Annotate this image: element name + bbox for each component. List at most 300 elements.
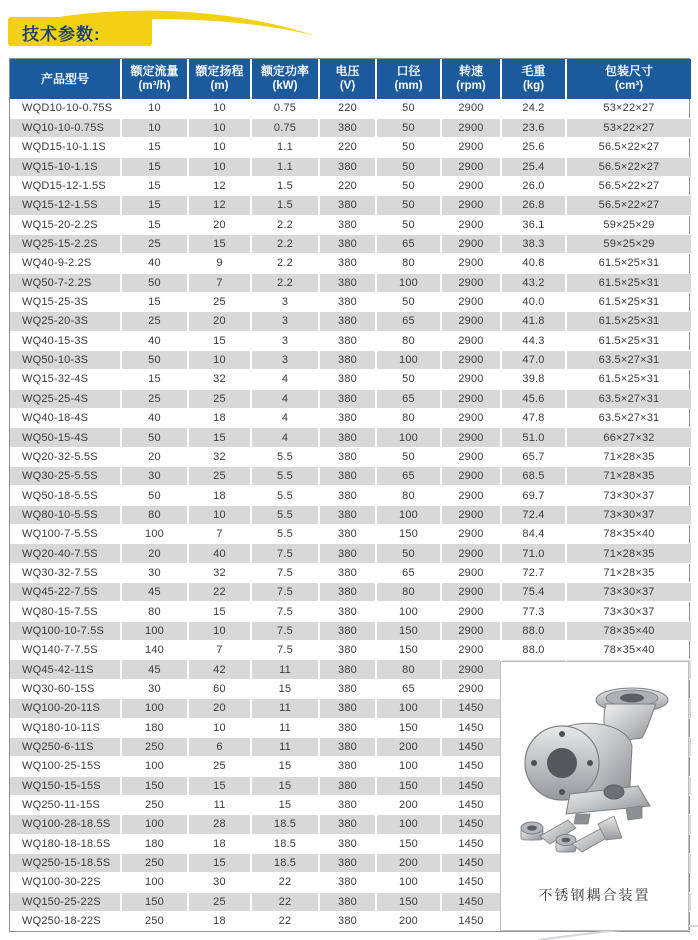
cell-diameter: 80 [376, 331, 441, 350]
cell-package: 56.5×22×27 [566, 176, 691, 195]
cell-speed: 2900 [441, 350, 501, 369]
cell-speed: 2900 [441, 138, 501, 157]
cell-model: WQ25-15-2.2S [10, 234, 121, 253]
cell-flow: 250 [121, 911, 188, 930]
cell-model: WQ150-25-22S [10, 892, 121, 911]
cell-flow: 15 [121, 157, 188, 176]
cell-head: 18 [188, 834, 251, 853]
cell-power: 1.5 [251, 176, 319, 195]
cell-weight: 45.6 [501, 389, 566, 408]
cell-model: WQ100-30-22S [10, 873, 121, 892]
cell-diameter: 80 [376, 660, 441, 679]
cell-flow: 10 [121, 118, 188, 137]
cell-flow: 80 [121, 602, 188, 621]
cell-head: 15 [188, 234, 251, 253]
cell-weight: 77.3 [501, 602, 566, 621]
cell-speed: 2900 [441, 273, 501, 292]
cell-weight: 25.6 [501, 138, 566, 157]
cell-diameter: 150 [376, 892, 441, 911]
cell-head: 20 [188, 312, 251, 331]
cell-package: 53×22×27 [566, 99, 691, 118]
table-row [10, 312, 691, 331]
cell-power: 15 [251, 757, 319, 776]
cell-head: 7 [188, 273, 251, 292]
cell-head: 32 [188, 563, 251, 582]
cell-flow: 15 [121, 370, 188, 389]
cell-power: 11 [251, 699, 319, 718]
cell-model: WQ50-7-2.2S [10, 273, 121, 292]
cell-diameter: 100 [376, 602, 441, 621]
cell-head: 10 [188, 505, 251, 524]
cell-weight: 88.0 [501, 641, 566, 660]
cell-power: 5.5 [251, 467, 319, 486]
cell-speed: 1450 [441, 699, 501, 718]
cell-speed: 2900 [441, 409, 501, 428]
cell-weight: 71.0 [501, 544, 566, 563]
cell-power: 1.1 [251, 157, 319, 176]
table-row [10, 215, 691, 234]
cell-diameter: 100 [376, 815, 441, 834]
cell-weight: 51.0 [501, 428, 566, 447]
cell-voltage: 380 [319, 757, 376, 776]
cell-power: 22 [251, 911, 319, 930]
cell-voltage: 220 [319, 138, 376, 157]
cell-speed: 1450 [441, 892, 501, 911]
cell-flow: 20 [121, 447, 188, 466]
cell-head: 6 [188, 737, 251, 756]
cell-voltage: 380 [319, 505, 376, 524]
cell-diameter: 100 [376, 757, 441, 776]
cell-package: 71×28×35 [566, 467, 691, 486]
cell-speed: 1450 [441, 873, 501, 892]
cell-head: 10 [188, 350, 251, 369]
cell-head: 18 [188, 911, 251, 930]
table-row [10, 157, 691, 176]
cell-voltage: 380 [319, 679, 376, 698]
cell-weight: 40.8 [501, 254, 566, 273]
pump-photo [510, 668, 680, 883]
cell-diameter: 100 [376, 350, 441, 369]
cell-speed: 2900 [441, 215, 501, 234]
cell-diameter: 65 [376, 563, 441, 582]
cell-diameter: 80 [376, 254, 441, 273]
cell-power: 4 [251, 389, 319, 408]
cell-power: 2.2 [251, 254, 319, 273]
cell-diameter: 65 [376, 679, 441, 698]
table-row [10, 273, 691, 292]
table-row [10, 525, 691, 544]
cell-weight: 69.7 [501, 486, 566, 505]
cell-power: 15 [251, 679, 319, 698]
cell-voltage: 380 [319, 234, 376, 253]
cell-power: 22 [251, 892, 319, 911]
cell-head: 42 [188, 660, 251, 679]
cell-diameter: 100 [376, 873, 441, 892]
cell-flow: 45 [121, 583, 188, 602]
cell-diameter: 50 [376, 176, 441, 195]
cell-voltage: 380 [319, 892, 376, 911]
cell-diameter: 200 [376, 737, 441, 756]
cell-flow: 150 [121, 892, 188, 911]
cell-power: 1.5 [251, 196, 319, 215]
cell-weight: 68.5 [501, 467, 566, 486]
cell-speed: 2900 [441, 292, 501, 311]
cell-voltage: 380 [319, 273, 376, 292]
cell-voltage: 380 [319, 312, 376, 331]
cell-diameter: 50 [376, 447, 441, 466]
cell-flow: 40 [121, 331, 188, 350]
table-row [10, 602, 691, 621]
cell-model: WQ100-20-11S [10, 699, 121, 718]
cell-head: 25 [188, 467, 251, 486]
cell-weight: 40.0 [501, 292, 566, 311]
cell-power: 4 [251, 428, 319, 447]
cell-package: 56.5×22×27 [566, 157, 691, 176]
cell-voltage: 220 [319, 176, 376, 195]
cell-head: 40 [188, 544, 251, 563]
cell-power: 18.5 [251, 853, 319, 872]
cell-model: WQ50-10-3S [10, 350, 121, 369]
cell-voltage: 380 [319, 331, 376, 350]
cell-head: 28 [188, 815, 251, 834]
col-header-power: 额定功率 (kW) [251, 59, 319, 99]
col-header-diameter: 口径 (mm) [376, 59, 441, 99]
cell-speed: 2900 [441, 196, 501, 215]
cell-power: 11 [251, 718, 319, 737]
cell-speed: 2900 [441, 660, 501, 679]
cell-voltage: 380 [319, 196, 376, 215]
cell-model: WQ20-32-5.5S [10, 447, 121, 466]
cell-head: 22 [188, 583, 251, 602]
cell-voltage: 380 [319, 563, 376, 582]
cell-power: 0.75 [251, 118, 319, 137]
cell-head: 25 [188, 389, 251, 408]
cell-model: WQ100-7-5.5S [10, 525, 121, 544]
cell-head: 15 [188, 776, 251, 795]
table-row [10, 409, 691, 428]
table-row [10, 641, 691, 660]
cell-head: 10 [188, 138, 251, 157]
cell-model: WQ30-25-5.5S [10, 467, 121, 486]
cell-flow: 50 [121, 273, 188, 292]
cell-diameter: 80 [376, 583, 441, 602]
cell-power: 7.5 [251, 641, 319, 660]
cell-head: 10 [188, 157, 251, 176]
cell-flow: 40 [121, 409, 188, 428]
cell-diameter: 150 [376, 718, 441, 737]
cell-package: 73×30×37 [566, 505, 691, 524]
cell-package: 56.5×22×27 [566, 196, 691, 215]
cell-head: 25 [188, 757, 251, 776]
table-header-row [10, 59, 691, 99]
cell-model: WQ140-7-7.5S [10, 641, 121, 660]
cell-flow: 10 [121, 99, 188, 118]
cell-flow: 25 [121, 389, 188, 408]
cell-package: 73×30×37 [566, 602, 691, 621]
cell-diameter: 50 [376, 118, 441, 137]
cell-model: WQ45-22-7.5S [10, 583, 121, 602]
cell-diameter: 100 [376, 505, 441, 524]
cell-package: 56.5×22×27 [566, 138, 691, 157]
cell-speed: 1450 [441, 776, 501, 795]
cell-voltage: 380 [319, 389, 376, 408]
cell-diameter: 150 [376, 641, 441, 660]
cell-package: 59×25×29 [566, 234, 691, 253]
cell-power: 15 [251, 795, 319, 814]
cell-power: 3 [251, 331, 319, 350]
cell-speed: 2900 [441, 447, 501, 466]
table-row [10, 583, 691, 602]
cell-weight: 88.0 [501, 621, 566, 640]
cell-head: 10 [188, 99, 251, 118]
cell-model: WQ30-60-15S [10, 679, 121, 698]
cell-power: 7.5 [251, 563, 319, 582]
cell-voltage: 380 [319, 660, 376, 679]
table-row [10, 254, 691, 273]
cell-flow: 100 [121, 757, 188, 776]
cell-power: 11 [251, 660, 319, 679]
cell-head: 10 [188, 718, 251, 737]
table-row [10, 389, 691, 408]
col-header-package: 包装尺寸 (cm³) [566, 59, 691, 99]
cell-weight: 47.8 [501, 409, 566, 428]
cell-weight: 75.4 [501, 583, 566, 602]
cell-head: 15 [188, 853, 251, 872]
page-title: 技术参数: [22, 24, 101, 44]
col-header-voltage: 电压 (V) [319, 59, 376, 99]
cell-package: 73×30×37 [566, 486, 691, 505]
cell-flow: 250 [121, 737, 188, 756]
cell-speed: 2900 [441, 118, 501, 137]
table-row [10, 486, 691, 505]
cell-flow: 100 [121, 525, 188, 544]
cell-voltage: 380 [319, 853, 376, 872]
cell-diameter: 65 [376, 312, 441, 331]
cell-weight: 23.6 [501, 118, 566, 137]
table-row [10, 118, 691, 137]
cell-weight: 65.7 [501, 447, 566, 466]
cell-speed: 2900 [441, 157, 501, 176]
cell-voltage: 380 [319, 795, 376, 814]
cell-power: 0.75 [251, 99, 319, 118]
cell-package: 61.5×25×31 [566, 331, 691, 350]
cell-speed: 1450 [441, 834, 501, 853]
cell-power: 7.5 [251, 544, 319, 563]
cell-voltage: 380 [319, 157, 376, 176]
table-row [10, 447, 691, 466]
cell-speed: 2900 [441, 621, 501, 640]
cell-model: WQ25-20-3S [10, 312, 121, 331]
cell-head: 32 [188, 370, 251, 389]
cell-head: 15 [188, 602, 251, 621]
cell-power: 5.5 [251, 447, 319, 466]
cell-voltage: 380 [319, 370, 376, 389]
cell-speed: 2900 [441, 312, 501, 331]
cell-flow: 40 [121, 254, 188, 273]
cell-speed: 2900 [441, 389, 501, 408]
cell-model: WQ100-28-18.5S [10, 815, 121, 834]
cell-diameter: 50 [376, 370, 441, 389]
cell-package: 78×35×40 [566, 641, 691, 660]
cell-package: 66×27×32 [566, 428, 691, 447]
table-row [10, 621, 691, 640]
cell-voltage: 380 [319, 737, 376, 756]
cell-speed: 2900 [441, 544, 501, 563]
cell-diameter: 50 [376, 138, 441, 157]
cell-voltage: 380 [319, 641, 376, 660]
cell-voltage: 380 [319, 873, 376, 892]
cell-flow: 45 [121, 660, 188, 679]
cell-model: WQ150-15-15S [10, 776, 121, 795]
col-header-head: 额定扬程 (m) [188, 59, 251, 99]
cell-diameter: 65 [376, 467, 441, 486]
cell-diameter: 80 [376, 409, 441, 428]
cell-power: 3 [251, 292, 319, 311]
cell-model: WQ100-10-7.5S [10, 621, 121, 640]
table-row [10, 370, 691, 389]
cell-power: 5.5 [251, 486, 319, 505]
col-header-flow: 额定流量 (m³/h) [121, 59, 188, 99]
cell-voltage: 380 [319, 699, 376, 718]
cell-speed: 2900 [441, 99, 501, 118]
cell-model: WQ25-25-4S [10, 389, 121, 408]
cell-weight: 47.0 [501, 350, 566, 369]
cell-voltage: 380 [319, 118, 376, 137]
cell-voltage: 380 [319, 544, 376, 563]
cell-speed: 2900 [441, 467, 501, 486]
cell-speed: 2900 [441, 525, 501, 544]
cell-package: 71×28×35 [566, 447, 691, 466]
cell-package: 63.5×27×31 [566, 389, 691, 408]
cell-package: 71×28×35 [566, 544, 691, 563]
cell-voltage: 380 [319, 467, 376, 486]
cell-speed: 1450 [441, 718, 501, 737]
cell-diameter: 150 [376, 525, 441, 544]
cell-flow: 140 [121, 641, 188, 660]
cell-power: 7.5 [251, 583, 319, 602]
cell-speed: 2900 [441, 505, 501, 524]
cell-model: WQ180-18-18.5S [10, 834, 121, 853]
cell-voltage: 380 [319, 602, 376, 621]
cell-weight: 39.8 [501, 370, 566, 389]
cell-voltage: 380 [319, 911, 376, 930]
cell-package: 71×28×35 [566, 563, 691, 582]
cell-model: WQ50-15-4S [10, 428, 121, 447]
cell-power: 3 [251, 312, 319, 331]
cell-power: 18.5 [251, 815, 319, 834]
cell-diameter: 150 [376, 621, 441, 640]
cell-speed: 2900 [441, 234, 501, 253]
cell-speed: 1450 [441, 737, 501, 756]
cell-model: WQD10-10-0.75S [10, 99, 121, 118]
cell-head: 7 [188, 641, 251, 660]
cell-diameter: 65 [376, 389, 441, 408]
cell-package: 61.5×25×31 [566, 312, 691, 331]
cell-model: WQ250-15-18.5S [10, 853, 121, 872]
cell-speed: 2900 [441, 641, 501, 660]
cell-head: 10 [188, 118, 251, 137]
cell-head: 32 [188, 447, 251, 466]
cell-voltage: 380 [319, 350, 376, 369]
cell-head: 10 [188, 621, 251, 640]
cell-power: 2.2 [251, 234, 319, 253]
cell-head: 30 [188, 873, 251, 892]
cell-model: WQ20-40-7.5S [10, 544, 121, 563]
cell-flow: 15 [121, 292, 188, 311]
cell-flow: 20 [121, 544, 188, 563]
cell-voltage: 220 [319, 99, 376, 118]
cell-flow: 80 [121, 505, 188, 524]
cell-model: WQ100-25-15S [10, 757, 121, 776]
cell-flow: 250 [121, 795, 188, 814]
cell-model: WQ80-15-7.5S [10, 602, 121, 621]
cell-model: WQ10-10-0.75S [10, 118, 121, 137]
cell-flow: 15 [121, 215, 188, 234]
cell-voltage: 380 [319, 292, 376, 311]
table-row [10, 196, 691, 215]
cell-head: 15 [188, 331, 251, 350]
cell-weight: 24.2 [501, 99, 566, 118]
cell-power: 4 [251, 409, 319, 428]
cell-model: WQ40-18-4S [10, 409, 121, 428]
cell-model: WQ40-15-3S [10, 331, 121, 350]
cell-head: 12 [188, 196, 251, 215]
cell-power: 22 [251, 873, 319, 892]
cell-diameter: 50 [376, 215, 441, 234]
cell-speed: 1450 [441, 853, 501, 872]
cell-power: 18.5 [251, 834, 319, 853]
cell-flow: 180 [121, 834, 188, 853]
cell-model: WQ15-20-2.2S [10, 215, 121, 234]
cell-diameter: 50 [376, 196, 441, 215]
cell-diameter: 100 [376, 699, 441, 718]
cell-speed: 2900 [441, 370, 501, 389]
cell-speed: 2900 [441, 486, 501, 505]
table-row [10, 544, 691, 563]
cell-flow: 30 [121, 467, 188, 486]
cell-speed: 2900 [441, 331, 501, 350]
cell-head: 18 [188, 409, 251, 428]
cell-head: 20 [188, 699, 251, 718]
cell-flow: 30 [121, 679, 188, 698]
section-title-banner [8, 6, 338, 50]
table-row [10, 176, 691, 195]
cell-flow: 50 [121, 486, 188, 505]
cell-package: 53×22×27 [566, 118, 691, 137]
cell-model: WQ15-32-4S [10, 370, 121, 389]
cell-voltage: 380 [319, 718, 376, 737]
cell-voltage: 380 [319, 621, 376, 640]
cell-voltage: 380 [319, 525, 376, 544]
cell-voltage: 380 [319, 428, 376, 447]
cell-diameter: 50 [376, 292, 441, 311]
cell-flow: 100 [121, 873, 188, 892]
table-row [10, 428, 691, 447]
cell-weight: 72.4 [501, 505, 566, 524]
cell-diameter: 200 [376, 853, 441, 872]
table-row [10, 292, 691, 311]
cell-power: 1.1 [251, 138, 319, 157]
cell-voltage: 380 [319, 776, 376, 795]
cell-diameter: 200 [376, 795, 441, 814]
cell-diameter: 50 [376, 157, 441, 176]
cell-weight: 43.2 [501, 273, 566, 292]
cell-model: WQ250-11-15S [10, 795, 121, 814]
cell-diameter: 80 [376, 486, 441, 505]
cell-speed: 2900 [441, 602, 501, 621]
cell-weight: 38.3 [501, 234, 566, 253]
cell-speed: 2900 [441, 176, 501, 195]
